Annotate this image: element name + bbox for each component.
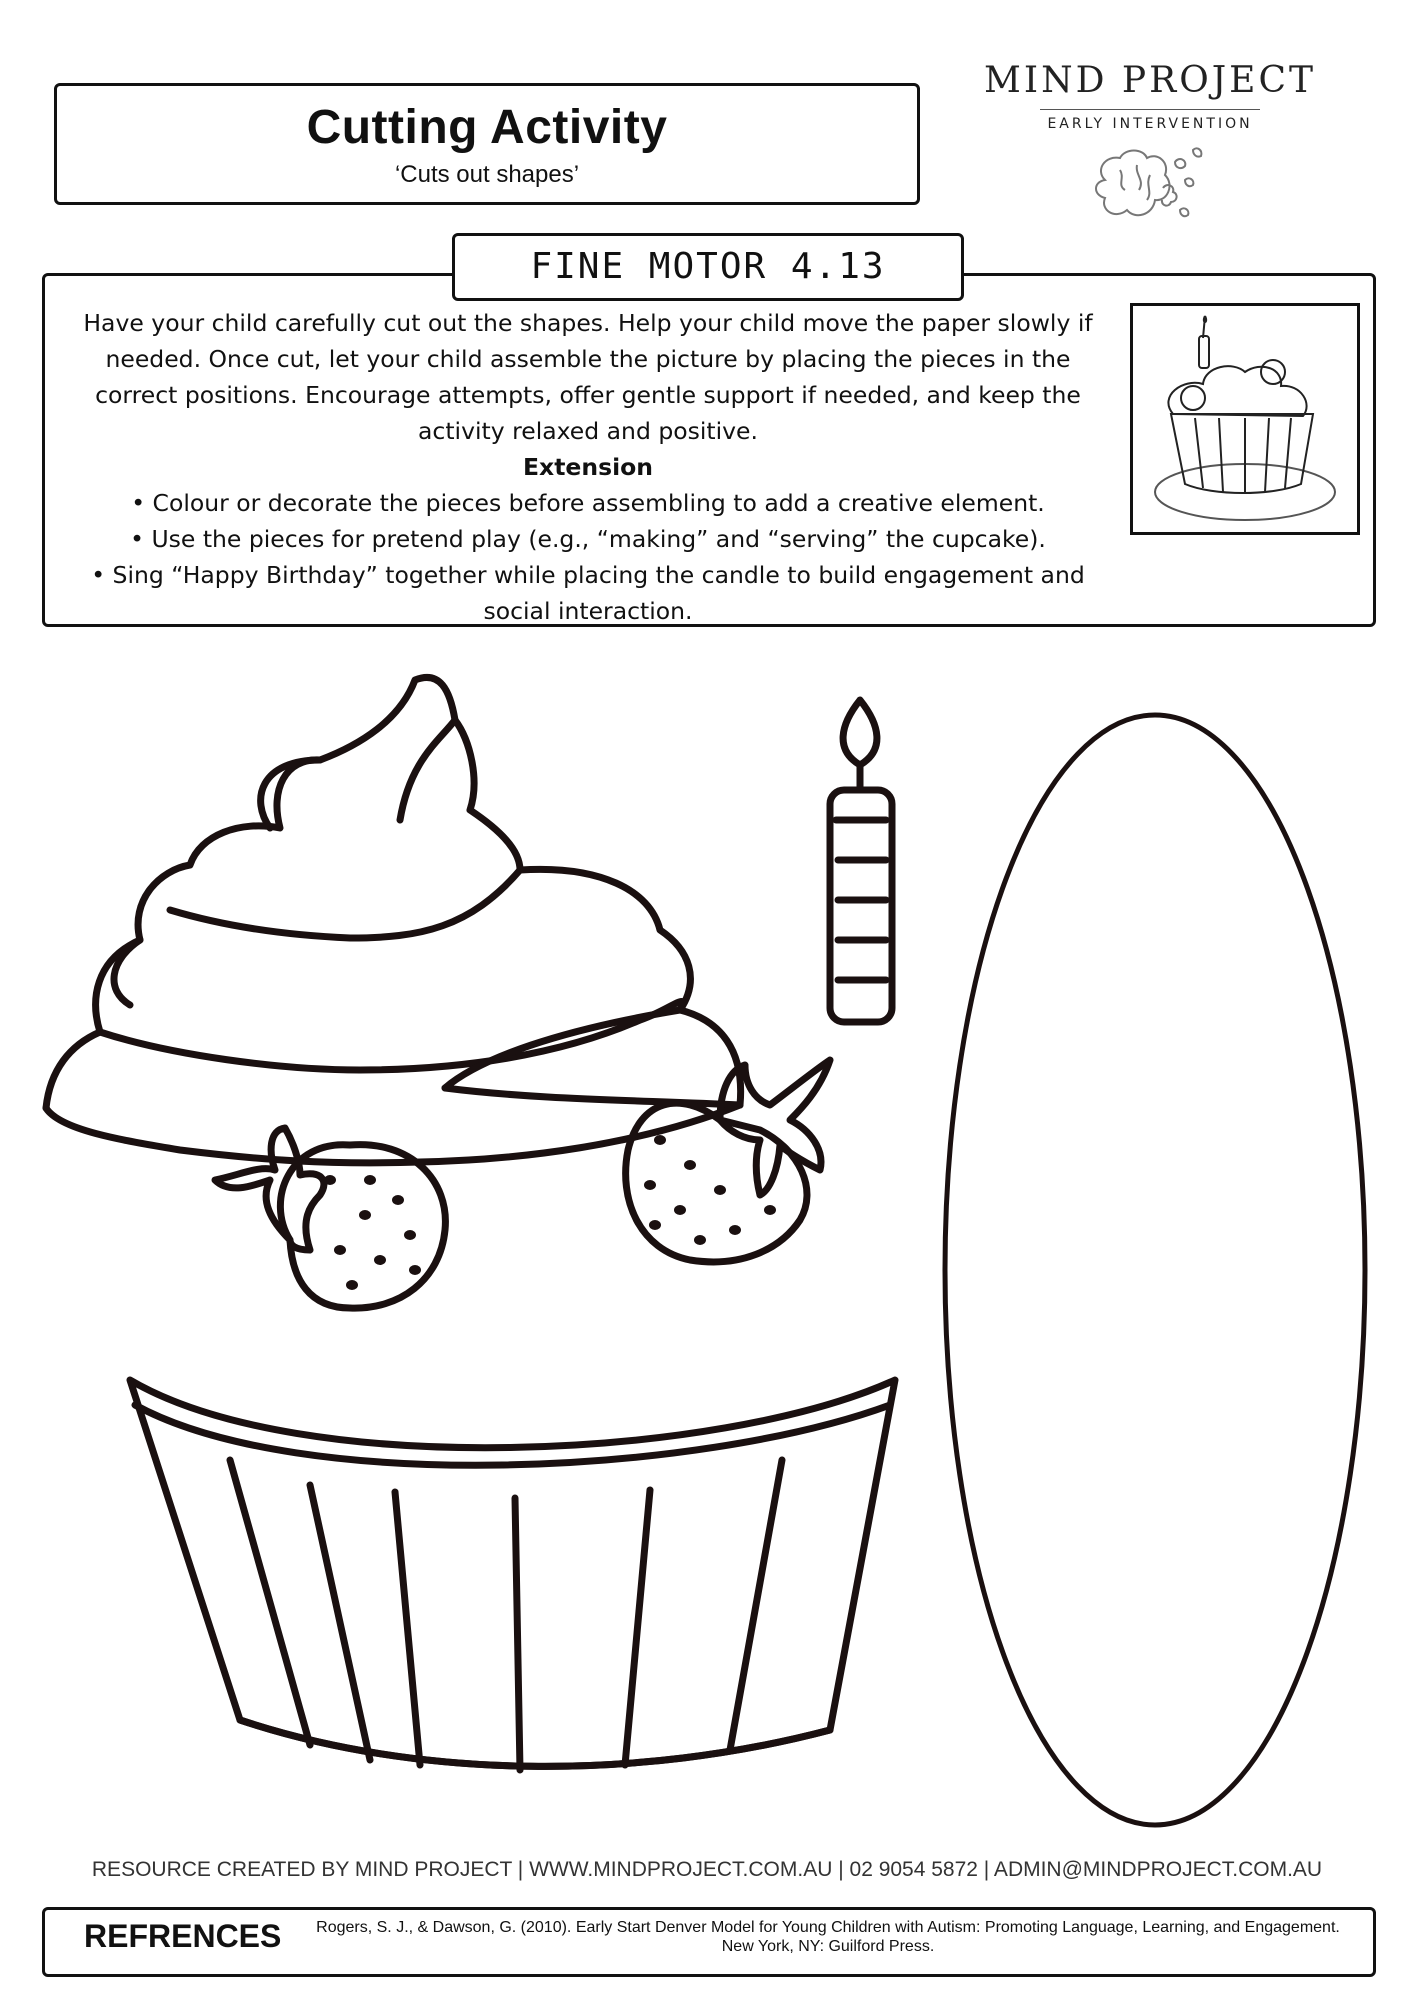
mind-project-logo <box>980 60 1320 250</box>
page-title: Cutting Activity <box>306 101 668 154</box>
extension-heading: Extension <box>522 453 654 481</box>
logo-brand: MIND PROJECT <box>984 60 1316 101</box>
plate-oval-cutout <box>945 715 1365 1825</box>
cupcake-wrapper-cutout <box>130 1380 895 1770</box>
reference-citation: Rogers, S. J., & Dawson, G. (2010). Early Start Denver Model for Young Children with Autism: Promoting Language, Learning, and Engagement. New York, NY: Guilford Press. <box>316 1919 1340 1955</box>
logo-tagline: EARLY INTERVENTION <box>1047 116 1253 132</box>
cupcake-preview-image <box>1130 303 1360 535</box>
candle-cutout <box>830 700 892 1022</box>
references-label: REFRENCES <box>84 1918 282 1954</box>
instructions-paragraph: Have your child carefully cut out the shapes. Help your child move the paper slowly if needed. Once cut, let your child assemble the picture by placing the pieces in the correct positions. Encourage attempts, offer gentle support if needed, and keep the activity relaxed and positive. <box>83 309 1093 445</box>
brain-icon <box>1075 140 1225 240</box>
fine-motor-tab: FINE MOTOR 4.13 <box>452 233 964 301</box>
resource-credit-line: RESOURCE CREATED BY MIND PROJECT | WWW.MINDPROJECT.COM.AU | 02 9054 5872 | ADMIN@MINDPROJECT.COM.AU <box>91 1858 1323 1881</box>
strawberry-cutout <box>626 1060 830 1262</box>
logo-divider <box>1040 109 1260 110</box>
extension-item: • Use the pieces for pretend play (e.g., “making” and “serving” the cupcake). <box>130 525 1046 553</box>
instructions-text-block <box>68 305 1108 629</box>
title-box <box>54 83 920 205</box>
cutout-shapes-canvas <box>0 660 1414 1840</box>
frosting-cutout <box>46 677 741 1162</box>
extension-item: • Colour or decorate the pieces before assembling to add a creative element. <box>131 489 1045 517</box>
extension-item: • Sing “Happy Birthday” together while placing the candle to build engagement and social interaction. <box>91 561 1085 625</box>
page-subtitle: ‘Cuts out shapes’ <box>394 161 580 188</box>
